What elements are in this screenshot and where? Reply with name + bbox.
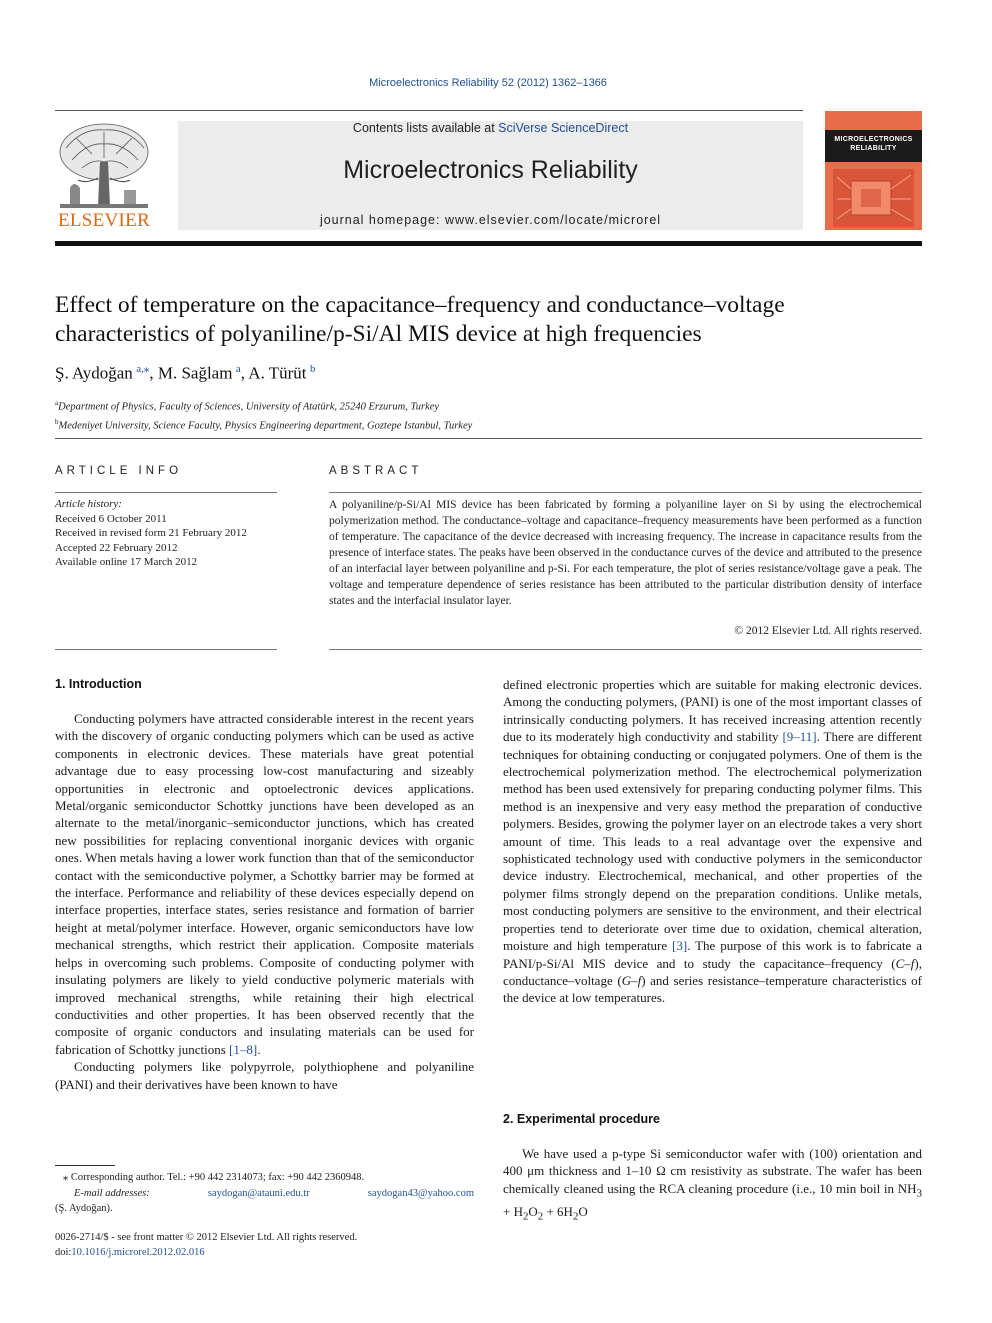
email-label: E-mail addresses: — [74, 1187, 150, 1199]
section-heading-introduction: 1. Introduction — [55, 677, 142, 691]
paragraph-text: . There are different techniques for obtaining conducting or conjugated polymers. One of them is the electrochemical polymerization method. The electrochemical polymerization method has been used extensively for preparing conducting polymer films. This method is an inexpensive and very easy method the preparation of conductive polymers. Besides, growing the polymer layer on an electrode takes a very short amount of time. This leads to a real advantage over the expensive and sophisticated technology used with conductive polymers in the semiconductor device industry. Electrochemical, mechanical, and other properties of the polymer films strongly depend on the preparation conditions. Unlike metals, most conducting polymers are sensitive to the environment, and their electrical properties tend to deteriorate over time due to oxidation, chemical alteration, moisture and high temperature — [503, 729, 922, 954]
formula-text: O — [528, 1203, 538, 1219]
abstract-heading: ABSTRACT — [329, 465, 423, 477]
formula-text: + 6H — [543, 1203, 573, 1219]
doi-line — [55, 1245, 357, 1260]
article-history — [55, 497, 247, 570]
abstract-text: A polyaniline/p-Si/Al MIS device has been fabricated by forming a polyaniline layer on Si by using the electrochemical polymerization method. The conductance–voltage and capacitance–frequency measurements have been performed as a function of temperature. The capacitance of the device decreased with increasing frequency. The increase in capacitance results from the presence of interface states. The peaks have been observed in the conductance curves of the device and attributed to the presence of an interfacial layer between polyaniline and p-Si. For each temperature, the plot of series resistance/voltage gave a peak. The voltage and temperature dependence of series resistance has been attributed to the particular distribution density of interface states and the interfacial insulator layer. — [329, 499, 922, 607]
paragraph-text: defined electronic properties which are suitable for making electronic devices. Among the conducting polymers, (PANI) is one of the most important classes of intrinsically conducting polymers. It has received increasing attention recently due to its moderately high conductivity and stability — [503, 677, 922, 745]
journal-name: Microelectronics Reliability — [343, 156, 638, 184]
article-info-rule — [55, 492, 277, 493]
reference-link[interactable]: [3] — [672, 938, 688, 954]
email-owner: (Ş. Aydoğan). — [55, 1203, 113, 1214]
article-info-bottom-rule — [55, 649, 277, 650]
article-info-heading: ARTICLE INFO — [55, 465, 183, 477]
body-paragraph-continued — [503, 676, 922, 1007]
abstract-bottom-rule — [329, 649, 922, 650]
homepage-prefix: journal homepage: — [319, 213, 445, 227]
corresponding-author-footnote — [55, 1170, 474, 1217]
affiliation-rule — [55, 438, 922, 439]
contents-available-line — [178, 121, 803, 135]
sciencedirect-link[interactable]: SciVerse ScienceDirect — [498, 121, 629, 135]
subscript: 3 — [916, 1187, 922, 1200]
affiliation-item — [55, 415, 472, 434]
abstract-rule — [329, 492, 922, 493]
front-matter-line: 0026-2714/$ - see front matter © 2012 Elsevier Ltd. All rights reserved. — [55, 1232, 358, 1243]
footnote-rule — [55, 1165, 115, 1166]
experimental-text — [503, 1145, 922, 1226]
affiliations — [55, 396, 472, 434]
email-line — [55, 1186, 474, 1202]
contents-prefix: Contents lists available at — [352, 121, 499, 135]
abstract-copyright: © 2012 Elsevier Ltd. All rights reserved. — [734, 625, 922, 637]
journal-citation[interactable]: Microelectronics Reliability 52 (2012) 1362–1366 — [369, 77, 607, 89]
cover-title-band — [825, 130, 922, 162]
paragraph-text: ), conductance–voltage ( — [503, 955, 922, 988]
header-bottom-rule — [55, 241, 922, 246]
reference-link[interactable]: [9–11] — [782, 729, 817, 745]
affiliation-marker: b — [55, 418, 59, 426]
author-affiliation-marker[interactable]: a,⁎ — [136, 363, 150, 375]
elsevier-logo[interactable] — [52, 118, 156, 232]
author-name[interactable]: Ş. Aydoğan — [55, 363, 133, 383]
accepted-date: Accepted 22 February 2012 — [55, 541, 178, 554]
affiliation-text: Medeniyet University, Science Faculty, Physics Engineering department, Goztepe Istanbul, Turkey — [58, 420, 473, 432]
elsevier-wordmark: ELSEVIER — [57, 210, 151, 231]
gf-symbol: G–f — [621, 972, 642, 988]
paragraph-text: We have used a p-type Si semiconductor wafer with (100) orientation and 400 μm thickness and 1–10 Ω cm resistivity as substrate. The wafer has been chemically cleaned using the RCA cleaning procedure (i.e., 10 min boil in NH — [503, 1146, 922, 1196]
received-date: Received 6 October 2011 — [55, 512, 167, 525]
author-name[interactable]: M. Sağlam — [157, 363, 233, 383]
formula-text: O — [578, 1203, 588, 1219]
section-heading-experimental: 2. Experimental procedure — [503, 1112, 661, 1126]
body-paragraph — [55, 710, 474, 1058]
email-link[interactable]: saydogan@atauni.edu.tr — [207, 1187, 310, 1199]
doi-prefix: doi: — [55, 1247, 72, 1258]
revised-date: Received in revised form 21 February 2012 — [55, 527, 247, 539]
doi-link[interactable]: 10.1016/j.microrel.2012.02.016 — [71, 1247, 205, 1258]
cover-circuit-art-icon — [833, 169, 914, 227]
cf-symbol: C–f — [895, 955, 915, 971]
online-date: Available online 17 March 2012 — [55, 556, 198, 568]
paragraph-text: . — [257, 1041, 261, 1057]
subscript: 2 — [522, 1210, 529, 1223]
header-top-rule — [55, 110, 803, 111]
paragraph-text: . The purpose of this work is to fabricate a PANI/p-Si/Al MIS device and to study the capacitance–frequency ( — [503, 938, 922, 971]
email-link[interactable]: saydogan43@yahoo.com — [367, 1187, 474, 1199]
corresponding-author-line: ⁎ Corresponding author. Tel.: +90 442 2314073; fax: +90 442 2360948. — [63, 1172, 365, 1183]
journal-cover-thumbnail[interactable] — [825, 111, 922, 230]
title-line-2: characteristics of polyaniline/p-Si/Al MIS device at high frequencies — [55, 321, 702, 347]
paragraph-text: ) and series resistance–temperature characteristics of the device at low temperatures. — [503, 972, 922, 1006]
paragraph-text: Conducting polymers have attracted considerable interest in the recent years with the discovery of organic conducting polymers which can be used as active components in electronic devices. These materials have great potential advantage due to easy processing low-cost manufacturing and sizeably opportunities in electronic and optoelectronic devices applications. Metal/organic semiconductor Schottky junctions have been developed as an alternate to the metal/inorganic–semiconductor junctions, which has created new possibilities for replacing conventional inorganic devices with organic ones. When metals having a lower work function than that of the semiconductor contact with the semiconductive polymer, a Schottky barrier may be formed at the interface. Performance and reliability of these devices especially depend on interface properties, interface states, series resistance and formation of barrier height at metal/polymer interface. However, organic semiconductors have low mechanical strengths, which restrict their application. Composite materials helps in overcoming such problems. Composite of conducting polymer with insulating polymers are likely to yield conductive polymeric materials with improved mechanical strengths, while retaining their high electrical conductivities and other properties. It has been observed recently that the composite of organic conductors and insulating materials can be used for fabrication of Schottky junctions — [55, 711, 474, 1057]
reference-link[interactable]: [1–8] — [229, 1041, 258, 1057]
history-label: Article history: — [55, 498, 122, 510]
affiliation-marker: a — [55, 399, 59, 407]
body-column-right — [503, 676, 922, 1007]
subscript: 2 — [572, 1210, 579, 1223]
author-affiliation-marker[interactable]: a — [235, 363, 241, 375]
body-column-left — [55, 710, 474, 1093]
formula-text: + H — [503, 1203, 523, 1219]
body-paragraph — [503, 1145, 922, 1226]
cover-title-line1: MICROELECTRONICS — [834, 136, 913, 143]
elsevier-tree-icon — [52, 118, 156, 214]
article-title — [55, 291, 925, 349]
issn-block — [55, 1230, 357, 1260]
affiliation-text: Department of Physics, Faculty of Sciences, University of Atatürk, 25240 Erzurum, Turkey — [58, 401, 440, 413]
author-list: Ş. Aydoğan $^{a,⁎}$, M. Sağlam $^a$, A. Türüt $^b$ — [55, 363, 316, 383]
homepage-link[interactable]: www.elsevier.com/locate/microrel — [444, 213, 662, 227]
author-name[interactable]: A. Türüt — [248, 363, 307, 383]
journal-homepage-line — [178, 213, 803, 227]
cover-title-line2: RELIABILITY — [850, 145, 897, 152]
author-affiliation-marker[interactable]: b — [309, 363, 316, 375]
body-paragraph: Conducting polymers like polypyrrole, polythiophene and polyaniline (PANI) and their derivatives have been known to have — [55, 1059, 474, 1092]
subscript: 2 — [537, 1210, 544, 1223]
title-line-1: Effect of temperature on the capacitance–frequency and conductance–voltage — [55, 292, 785, 318]
affiliation-item — [55, 396, 472, 415]
